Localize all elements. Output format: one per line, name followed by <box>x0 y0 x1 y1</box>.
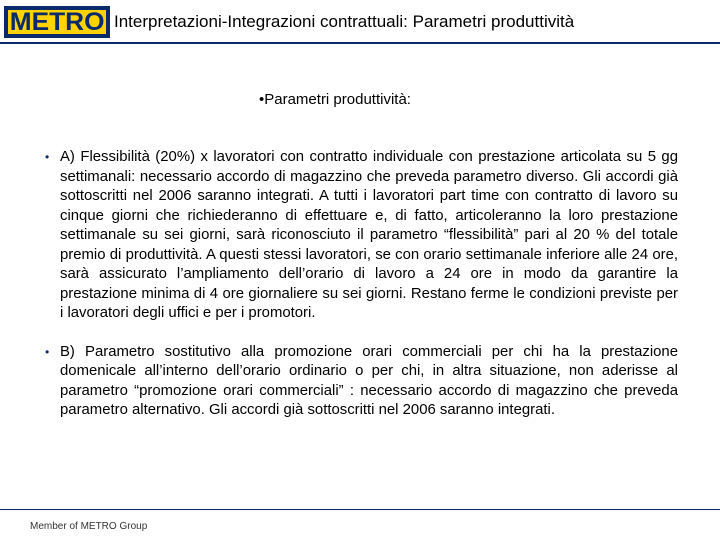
list-item-text: A) Flessibilità (20%) x lavoratori con contratto individuale con prestazione articolata su 5 gg settimanali: necessario accordo di magazzino che preveda parametro diverso. Gli accordi già sottoscritti nel 2006 saranno integrati. A tutti i lavoratori part time con contratto di lavoro su cinque giorni che richiederanno di effettuare e, di fatto, articoleranno la loro prestazione settimanale su sei giorni, sarà riconosciuto il parametro “flessibilità” pari al 20 % del totale premio di produttività. A questi stessi lavoratori, se con orario settimanale inferiore alle 24 ore, sarà assicurato l’ampliamento dell’orario di lavoro a 24 ore in modo da garantire la prestazione minima di 4 ore giornaliere su sei giorni. Restano ferme le condizioni previste per i lavoratori degli uffici e per i promotori. <box>60 149 678 321</box>
metro-logo-badge <box>8 7 106 36</box>
list-item <box>45 343 678 421</box>
bullet-icon: • <box>45 150 50 164</box>
footer-text: Member of METRO Group <box>30 521 148 532</box>
bullet-icon: • <box>45 344 50 359</box>
slide-header <box>0 0 720 44</box>
metro-logo-text: METRO <box>9 7 105 36</box>
list-item-text: B) Parametro sostitutivo alla promozione orari commerciali per chi ha la prestazione domenicale all’interno dell’orario ordinario o per chi, in altra situazione, non aderisse al parametro “promozione orari commerciali” : necessario accordo di magazzino che preveda parametro alternativo. Gli accordi già sottoscritti nel 2006 saranno integrati. <box>60 343 678 418</box>
metro-logo <box>4 6 110 38</box>
list-item <box>45 148 678 324</box>
bullet-list <box>45 148 678 421</box>
slide-title: Interpretazioni-Integrazioni contrattuali: Parametri produttività <box>114 12 575 31</box>
footer-divider <box>0 509 720 510</box>
header-divider <box>0 42 720 44</box>
section-subtitle: •Parametri produttività: <box>259 91 411 108</box>
